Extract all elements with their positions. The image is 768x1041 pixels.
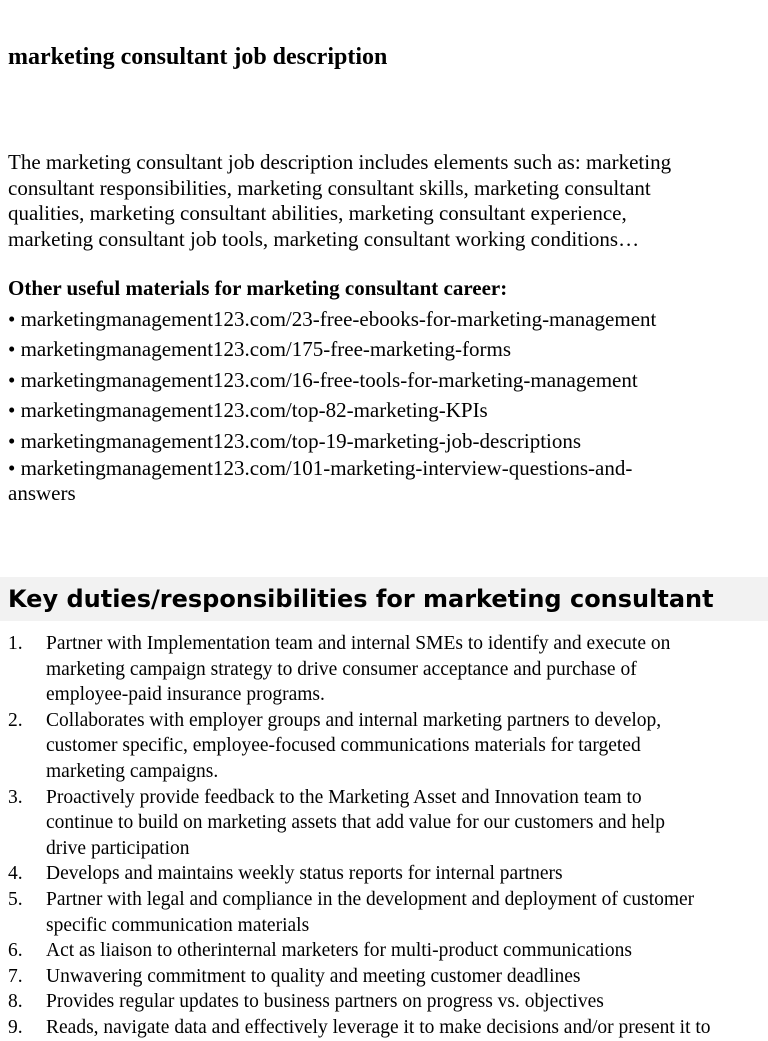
page-title: marketing consultant job description <box>8 44 388 70</box>
duty-number: 4. <box>8 863 23 885</box>
materials-link[interactable] <box>8 456 760 506</box>
materials-link[interactable]: • marketingmanagement123.com/top-82-marketing-KPIs <box>8 398 488 422</box>
duty-item <box>8 708 760 785</box>
duty-text-line: Develops and maintains weekly status reports for internal partners <box>46 863 563 885</box>
duty-number: 7. <box>8 965 23 987</box>
intro-paragraph <box>8 150 760 252</box>
intro-line: qualities, marketing consultant abilities, marketing consultant experience, <box>8 201 627 225</box>
duty-item <box>8 989 760 1015</box>
duty-item <box>8 964 760 990</box>
intro-line: The marketing consultant job description includes elements such as: marketing <box>8 150 672 174</box>
materials-link[interactable]: • marketingmanagement123.com/175-free-marketing-forms <box>8 337 512 361</box>
materials-list <box>8 304 760 507</box>
duty-number: 8. <box>8 991 23 1013</box>
duty-text-line: drive participation <box>46 837 190 859</box>
duty-number: 6. <box>8 940 23 962</box>
duty-number: 9. <box>8 1016 23 1038</box>
duty-text-line: customer specific, employee-focused communications materials for targeted <box>46 735 641 757</box>
duty-text-line: Reads, navigate data and effectively leverage it to make decisions and/or present it to <box>46 1016 711 1038</box>
duty-text-line: Partner with legal and compliance in the development and deployment of customer <box>46 888 695 910</box>
duty-text-line: marketing campaign strategy to drive consumer acceptance and purchase of <box>46 658 637 680</box>
duty-text-line: continue to build on marketing assets that add value for our customers and help <box>46 812 665 834</box>
duty-number: 1. <box>8 633 23 654</box>
duty-item <box>8 785 760 862</box>
duty-number: 5. <box>8 888 23 910</box>
materials-link[interactable]: • marketingmanagement123.com/23-free-ebooks-for-marketing-management <box>8 306 657 331</box>
duty-text-line: Provides regular updates to business partners on progress vs. objectives <box>46 991 604 1013</box>
useful-materials <box>8 273 760 506</box>
intro-line: marketing consultant job tools, marketing consultant working conditions… <box>8 226 640 251</box>
duty-text-line: specific communication materials <box>46 914 310 936</box>
duty-number: 3. <box>8 786 23 808</box>
duty-text-line: Collaborates with employer groups and internal marketing partners to develop, <box>46 709 662 731</box>
materials-link-line: • marketingmanagement123.com/101-marketing-interview-questions-and- <box>8 456 633 480</box>
duty-item <box>8 1015 760 1041</box>
duty-text-line: Unwavering commitment to quality and meeting customer deadlines <box>46 965 581 987</box>
materials-heading: Other useful materials for marketing consultant career: <box>8 276 508 300</box>
materials-link[interactable]: • marketingmanagement123.com/top-19-marketing-job-descriptions <box>8 428 582 453</box>
duty-text-line: Act as liaison to otherinternal marketers for multi-product communications <box>46 940 632 962</box>
duty-text-line: marketing campaigns. <box>46 760 219 782</box>
duty-item <box>8 938 760 964</box>
duty-item <box>8 887 760 938</box>
duty-text-line: Partner with Implementation team and internal SMEs to identify and execute on <box>46 633 671 654</box>
section-heading: Key duties/responsibilities for marketing consultant <box>8 585 714 613</box>
duty-text-line: Proactively provide feedback to the Marketing Asset and Innovation team to <box>46 786 642 808</box>
intro-line: consultant responsibilities, marketing consultant skills, marketing consultant <box>8 175 651 200</box>
duty-number: 2. <box>8 709 23 731</box>
duty-text-line: employee-paid insurance programs. <box>46 684 325 706</box>
materials-link[interactable]: • marketingmanagement123.com/16-free-tools-for-marketing-management <box>8 367 638 392</box>
materials-link-line: answers <box>8 481 76 505</box>
duty-item <box>8 861 760 887</box>
duties-list <box>8 631 760 1041</box>
duty-item <box>8 631 760 708</box>
